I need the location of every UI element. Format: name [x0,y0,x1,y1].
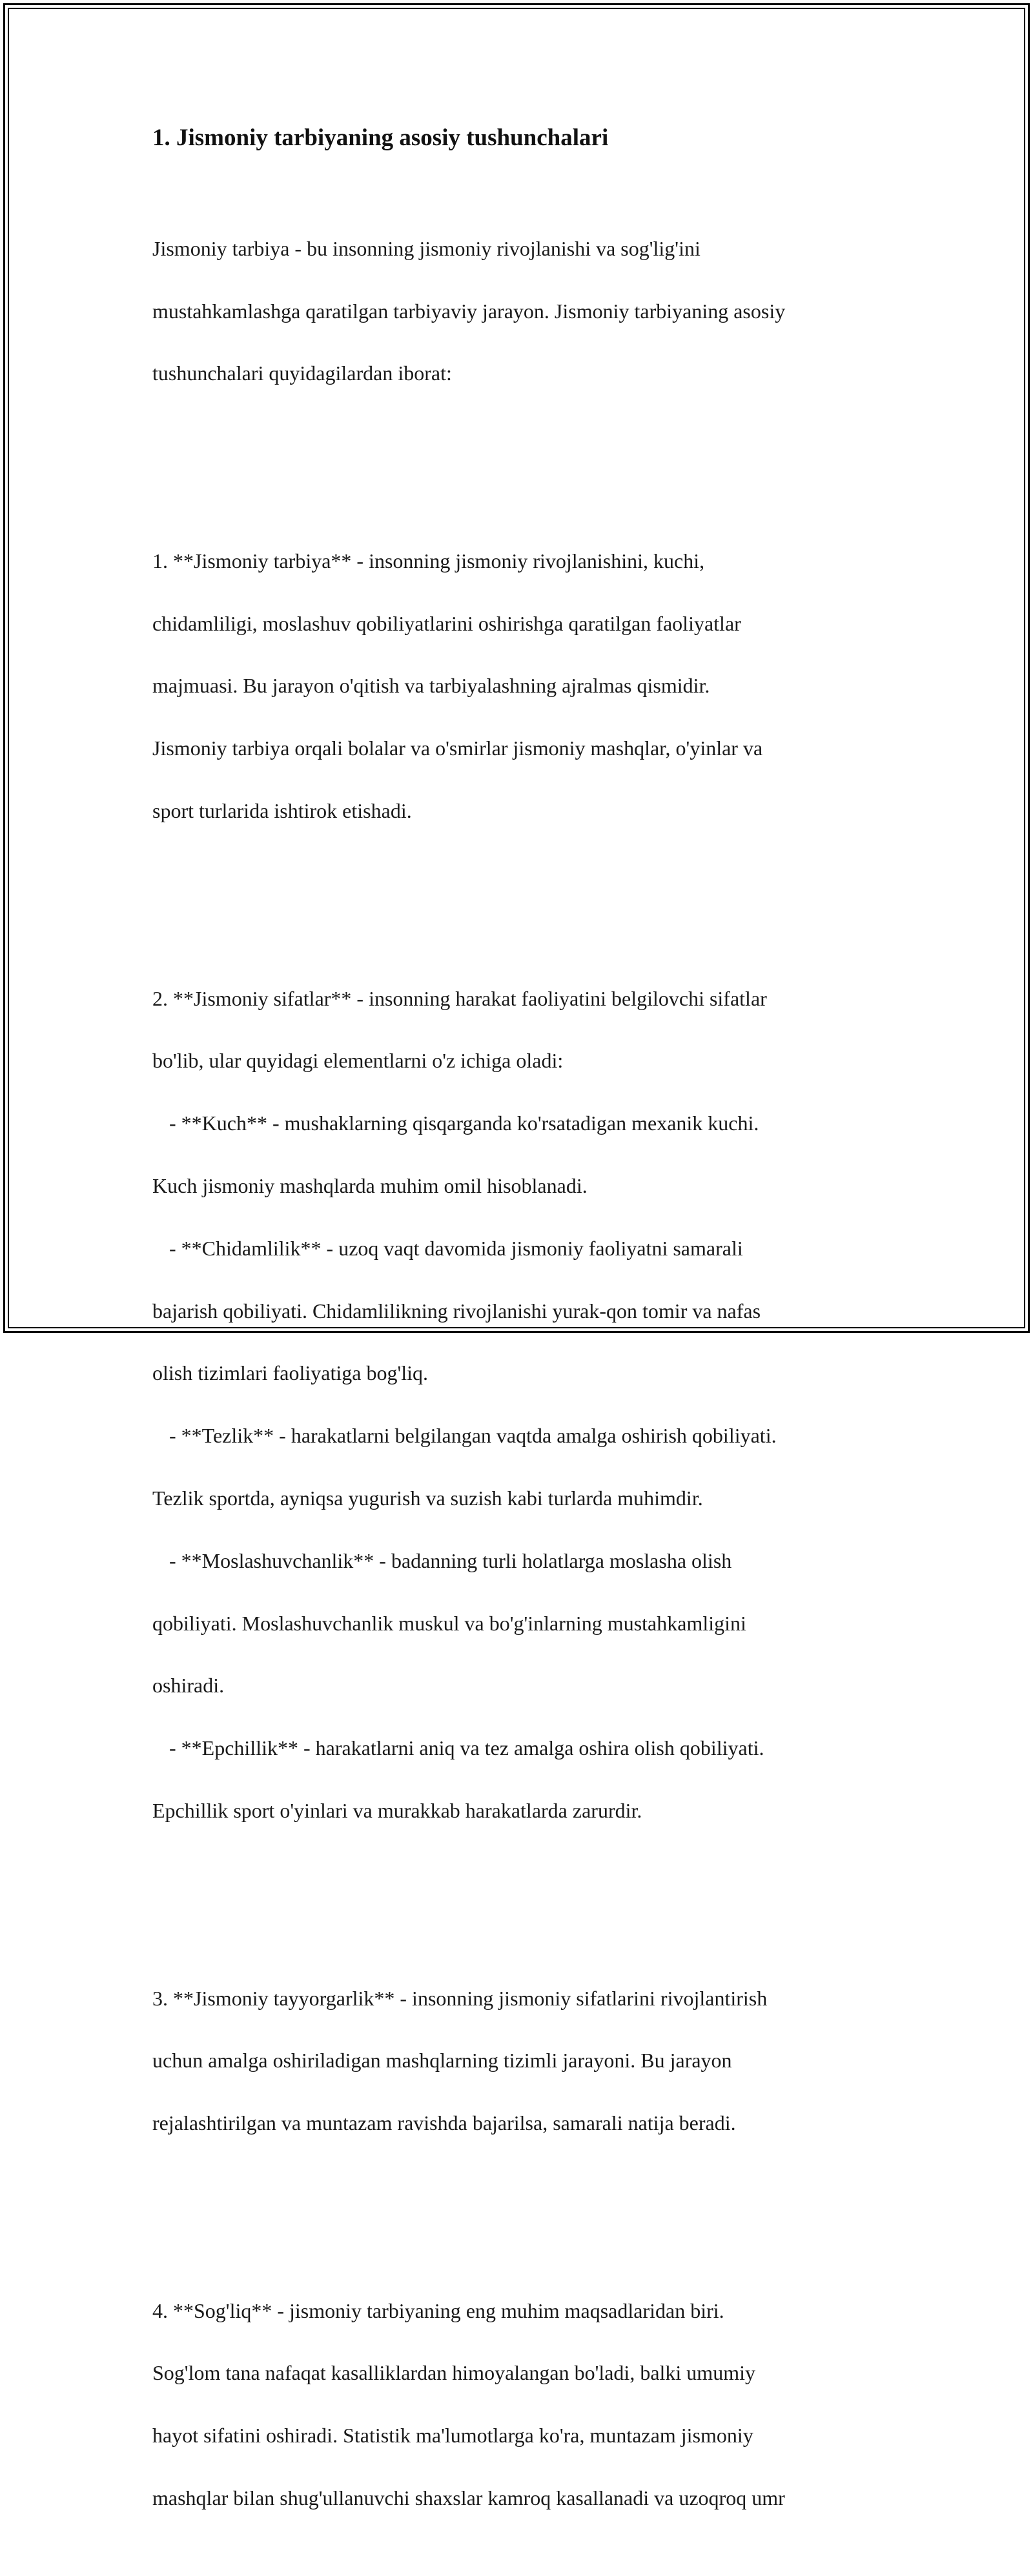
text-line: qobiliyati. Moslashuvchanlik muskul va bo'g'inlarning mustahkamligini [152,1611,746,1635]
text-line: Jismoniy tarbiya orqali bolalar va o'smirlar jismoniy mashqlar, o'yinlar va [152,736,763,760]
text-line: Jismoniy tarbiya - bu insonning jismoniy rivojlanishi va sog'lig'ini [152,236,701,260]
text-line: mustahkamlashga qaratilgan tarbiyaviy jarayon. Jismoniy tarbiyaning asosiy [152,299,786,323]
text-line: majmuasi. Bu jarayon o'qitish va tarbiyalashning ajralmas qismidir. [152,674,710,698]
page-title: 1. Jismoniy tarbiyaning asosiy tushunchalari [152,125,609,151]
text-line: Epchillik sport o'yinlari va murakkab harakatlarda zarurdir. [152,1799,642,1823]
text-line: mashqlar bilan shug'ullanuvchi shaxslar kamroq kasallanadi va uzoqroq umr [152,2486,785,2510]
text-line: bajarish qobiliyati. Chidamlilikning rivojlanishi yurak-qon tomir va nafas [152,1299,761,1323]
text-line: 2. **Jismoniy sifatlar** - insonning harakat faoliyatini belgilovchi sifatlar [152,986,767,1010]
document-page [152,121,901,2576]
text-line: rejalashtirilgan va muntazam ravishda bajarilsa, samarali natija beradi. [152,2111,736,2135]
section-4-paragraph [152,2264,901,2545]
text-line: 1. **Jismoniy tarbiya** - insonning jismoniy rivojlanishini, kuchi, [152,549,705,573]
text-line: 3. **Jismoniy tayyorgarlik** - insonning jismoniy sifatlarini rivojlantirish [152,1986,768,2010]
text-line: Sog'lom tana nafaqat kasalliklardan himoyalangan bo'ladi, balki umumiy [152,2361,755,2385]
section-1-paragraph [152,514,901,857]
list-item-epchillik: - **Epchillik** - harakatlarni aniq va tez amalga oshira olish qobiliyati. [169,1736,764,1760]
text-line: bo'lib, ular quyidagi elementlarni o'z ichiga oladi: [152,1049,564,1073]
text-line: hayot sifatini oshiradi. Statistik ma'lumotlarga ko'ra, muntazam jismoniy [152,2424,753,2448]
text-line: Tezlik sportda, ayniqsa yugurish va suzish kabi turlarda muhimdir. [152,1486,703,1510]
section-2-paragraph [152,951,901,1858]
list-item-moslashuvchanlik: - **Moslashuvchanlik** - badanning turli holatlarga moslasha olish [169,1548,732,1572]
list-item-kuch: - **Kuch** - mushaklarning qisqarganda ko'rsatadigan mexanik kuchi. [169,1111,759,1135]
text-line: Kuch jismoniy mashqlarda muhim omil hisoblanadi. [152,1173,588,1197]
section-3-paragraph [152,1951,901,2170]
text-line: olish tizimlari faoliyatiga bog'liq. [152,1361,429,1385]
text-line: sport turlarida ishtirok etishadi. [152,799,412,823]
intro-paragraph [152,201,901,420]
text-line: oshiradi. [152,1674,225,1698]
list-item-chidamlilik: - **Chidamlilik** - uzoq vaqt davomida jismoniy faoliyatni samarali [169,1236,743,1260]
text-line: chidamliligi, moslashuv qobiliyatlarini oshirishga qaratilgan faoliyatlar [152,611,741,635]
text-line: tushunchalari quyidagilardan iborat: [152,361,452,385]
text-line: 4. **Sog'liq** - jismoniy tarbiyaning eng muhim maqsadlaridan biri. [152,2298,724,2322]
list-item-tezlik: - **Tezlik** - harakatlarni belgilangan vaqtda amalga oshirish qobiliyati. [169,1424,777,1448]
document-body [152,170,901,2576]
text-line: uchun amalga oshiriladigan mashqlarning tizimli jarayoni. Bu jarayon [152,2049,732,2073]
